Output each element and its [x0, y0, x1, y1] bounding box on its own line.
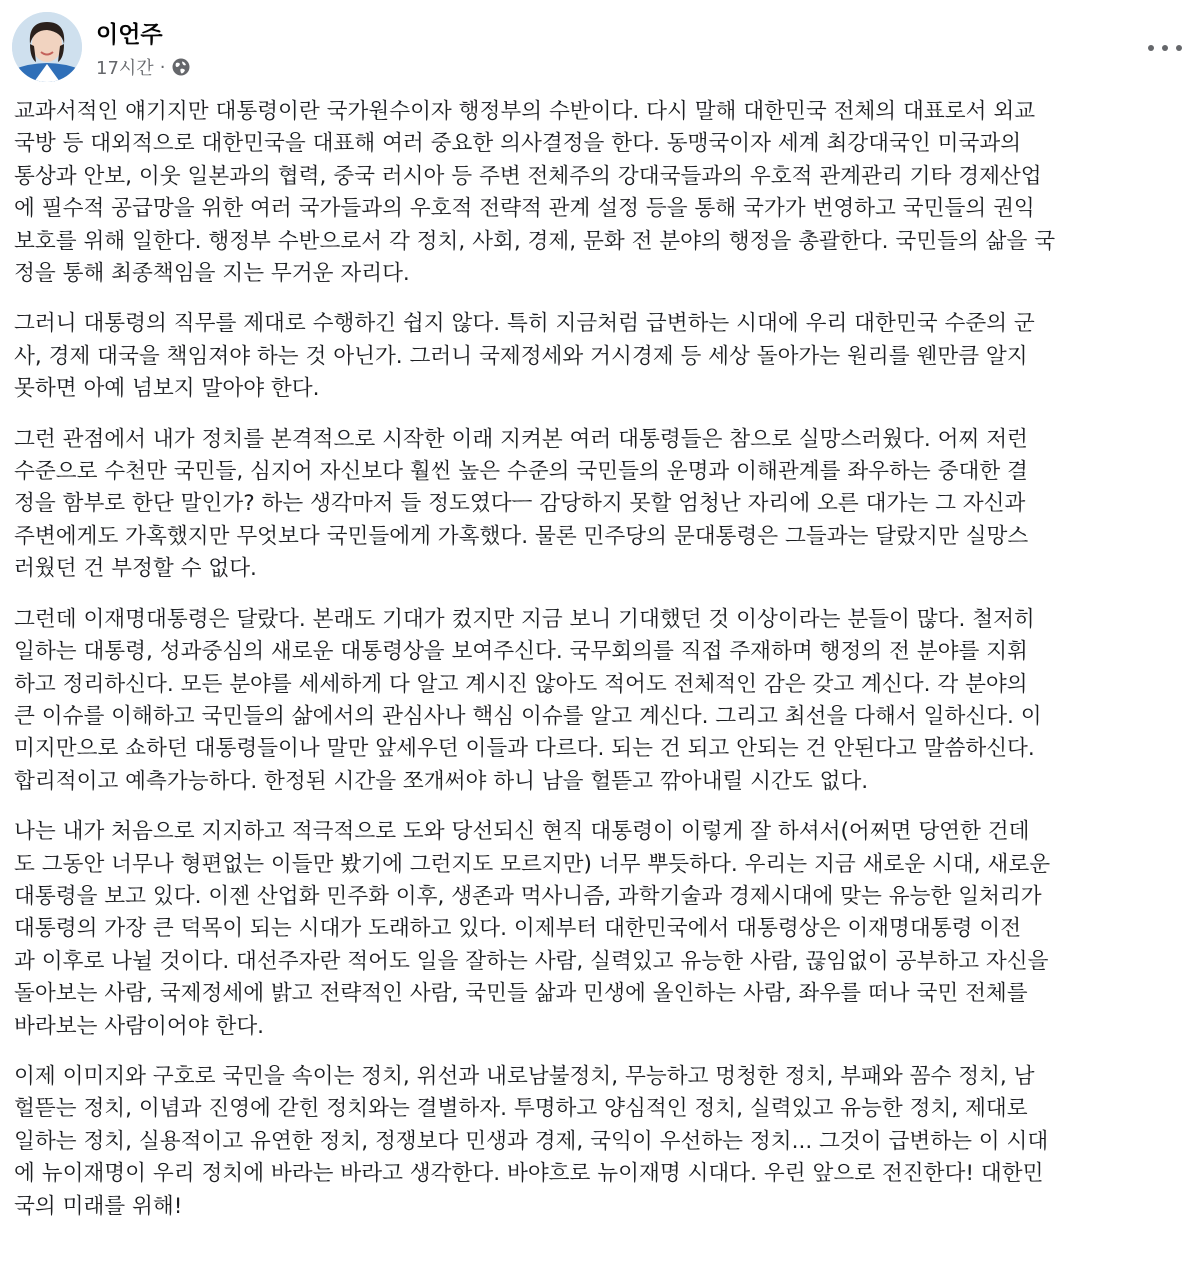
- post-time[interactable]: 17시간: [96, 58, 154, 79]
- post-header: [12, 12, 1200, 84]
- post-meta: [96, 54, 191, 80]
- post-paragraph: 나는 내가 처음으로 지지하고 적극적으로 도와 당선되신 현직 대통령이 이렇게 잘 하셔서(어쩌면 당연한 건데 도 그동안 너무나 형편없는 이들만 봤기에 그런지도 모르지만) 너무 뿌듯하다. 우리는 지금 새로운 시대, 새로운 대통령을 보고 있다. 이젠 산업화 민주화 이후, 생존과 먹사니즘, 과학기술과 경제시대에 맞는 유능한 일처리가 대통령의 가장 큰 덕목이 되는 시대가 도래하고 있다. 이제부터 대한민국에서 대통령상은 이재명대통령 이전 과 이후로 나뉠 것이다. 대선주자란 적어도 일을 잘하는 사람, 실력있고 유능한 사람, 끊임없이 공부하고 자신을 돌아보는 사람, 국제정세에 밝고 전략적인 사람, 국민들 삶과 민생에 올인하는 사람, 좌우를 떠나 국민 전체를 바라보는 사람이어야 한다.: [14, 819, 1051, 1039]
- globe-icon: [171, 57, 191, 77]
- post-paragraph: 이제 이미지와 구호로 국민을 속이는 정치, 위선과 내로남불정치, 무능하고 멍청한 정치, 부패와 꼼수 정치, 남 헐뜯는 정치, 이념과 진영에 갇힌 정치와는 결별하자. 투명하고 양심적인 정치, 실력있고 유능한 정치, 제대로 일하는 정치, 실용적이고 유연한 정치, 정쟁보다 민생과 경제, 국익이 우선하는 정치... 그것이 급변하는 이 시대 에 뉴이재명이 우리 정치에 바라는 바라고 생각한다. 바야흐로 뉴이재명 시대다. 우린 앞으로 전진한다! 대한민 국의 미래를 위해!: [14, 1063, 1049, 1219]
- meta-separator: ·: [159, 56, 166, 78]
- post-paragraph: 교과서적인 얘기지만 대통령이란 국가원수이자 행정부의 수반이다. 다시 말해 대한민국 전체의 대표로서 외교 국방 등 대외적으로 대한민국을 대표해 여러 중요한 의사결정을 한다. 동맹국이자 세계 최강대국인 미국과의 통상과 안보, 이웃 일본과의 협력, 중국 러시아 등 주변 전체주의 강대국들과의 우호적 관계관리 기타 경제산업 에 필수적 공급망을 위한 여러 국가들과의 우호적 전략적 관계 설정 등을 통해 국가가 번영하고 국민들의 권익 보호를 위해 일한다. 행정부 수반으로서 각 정치, 사회, 경제, 문화 전 분야의 행정을 총괄한다. 국민들의 삶을 국 정을 통해 최종책임을 지는 무거운 자리다.: [14, 99, 1056, 287]
- post-paragraph: 그런데 이재명대통령은 달랐다. 본래도 기대가 컸지만 지금 보니 기대했던 것 이상이라는 분들이 많다. 철저히 일하는 대통령, 성과중심의 새로운 대통령상을 보여주신다. 국무회의를 직접 주재하며 행정의 전 분야를 지휘 하고 정리하신다. 모든 분야를 세세하게 다 알고 계시진 않아도 적어도 전체적인 감은 갖고 계신다. 각 분야의 큰 이슈를 이해하고 국민들의 삶에서의 관심사나 핵심 이슈를 알고 계신다. 그리고 최선을 다해서 일하신다. 이 미지만으로 쇼하던 대통령들이나 말만 앞세우던 이들과 다르다. 되는 건 되고 안되는 건 안된다고 말씀하신다. 합리적이고 예측가능하다. 한정된 시간을 쪼개써야 하니 남을 헐뜯고 깎아내릴 시간도 없다.: [14, 606, 1042, 794]
- post-body: [14, 96, 1190, 1241]
- post-paragraph: 그러니 대통령의 직무를 제대로 수행하긴 쉽지 않다. 특히 지금처럼 급변하는 시대에 우리 대한민국 수준의 군 사, 경제 대국을 책임져야 하는 것 아닌가. 그러니 국제정세와 거시경제 등 세상 돌아가는 원리를 웬만큼 알지 못하면 아예 넘보지 말아야 한다.: [14, 311, 1035, 402]
- more-dot-1: [1148, 45, 1154, 51]
- profile-avatar[interactable]: [12, 12, 82, 82]
- profile-photo-icon: [12, 12, 82, 82]
- more-dot-3: [1176, 45, 1182, 51]
- post-paragraph: 그런 관점에서 내가 정치를 본격적으로 시작한 이래 지켜본 여러 대통령들은 참으로 실망스러웠다. 어찌 저런 수준으로 수천만 국민들, 심지어 자신보다 훨씬 높은 수준의 국민들의 운명과 이해관계를 좌우하는 중대한 결 정을 함부로 한단 말인가? 하는 생각마저 들 정도였다ㅡ 감당하지 못할 엄청난 자리에 오른 대가는 그 자신과 주변에게도 가혹했지만 무엇보다 국민들에게 가혹했다. 물론 민주당의 문대통령은 그들과는 달랐지만 실망스 러웠던 건 부정할 수 없다.: [14, 426, 1029, 582]
- author-name[interactable]: 이언주: [96, 22, 163, 48]
- more-options-icon[interactable]: [1148, 38, 1182, 58]
- more-dot-2: [1162, 45, 1168, 51]
